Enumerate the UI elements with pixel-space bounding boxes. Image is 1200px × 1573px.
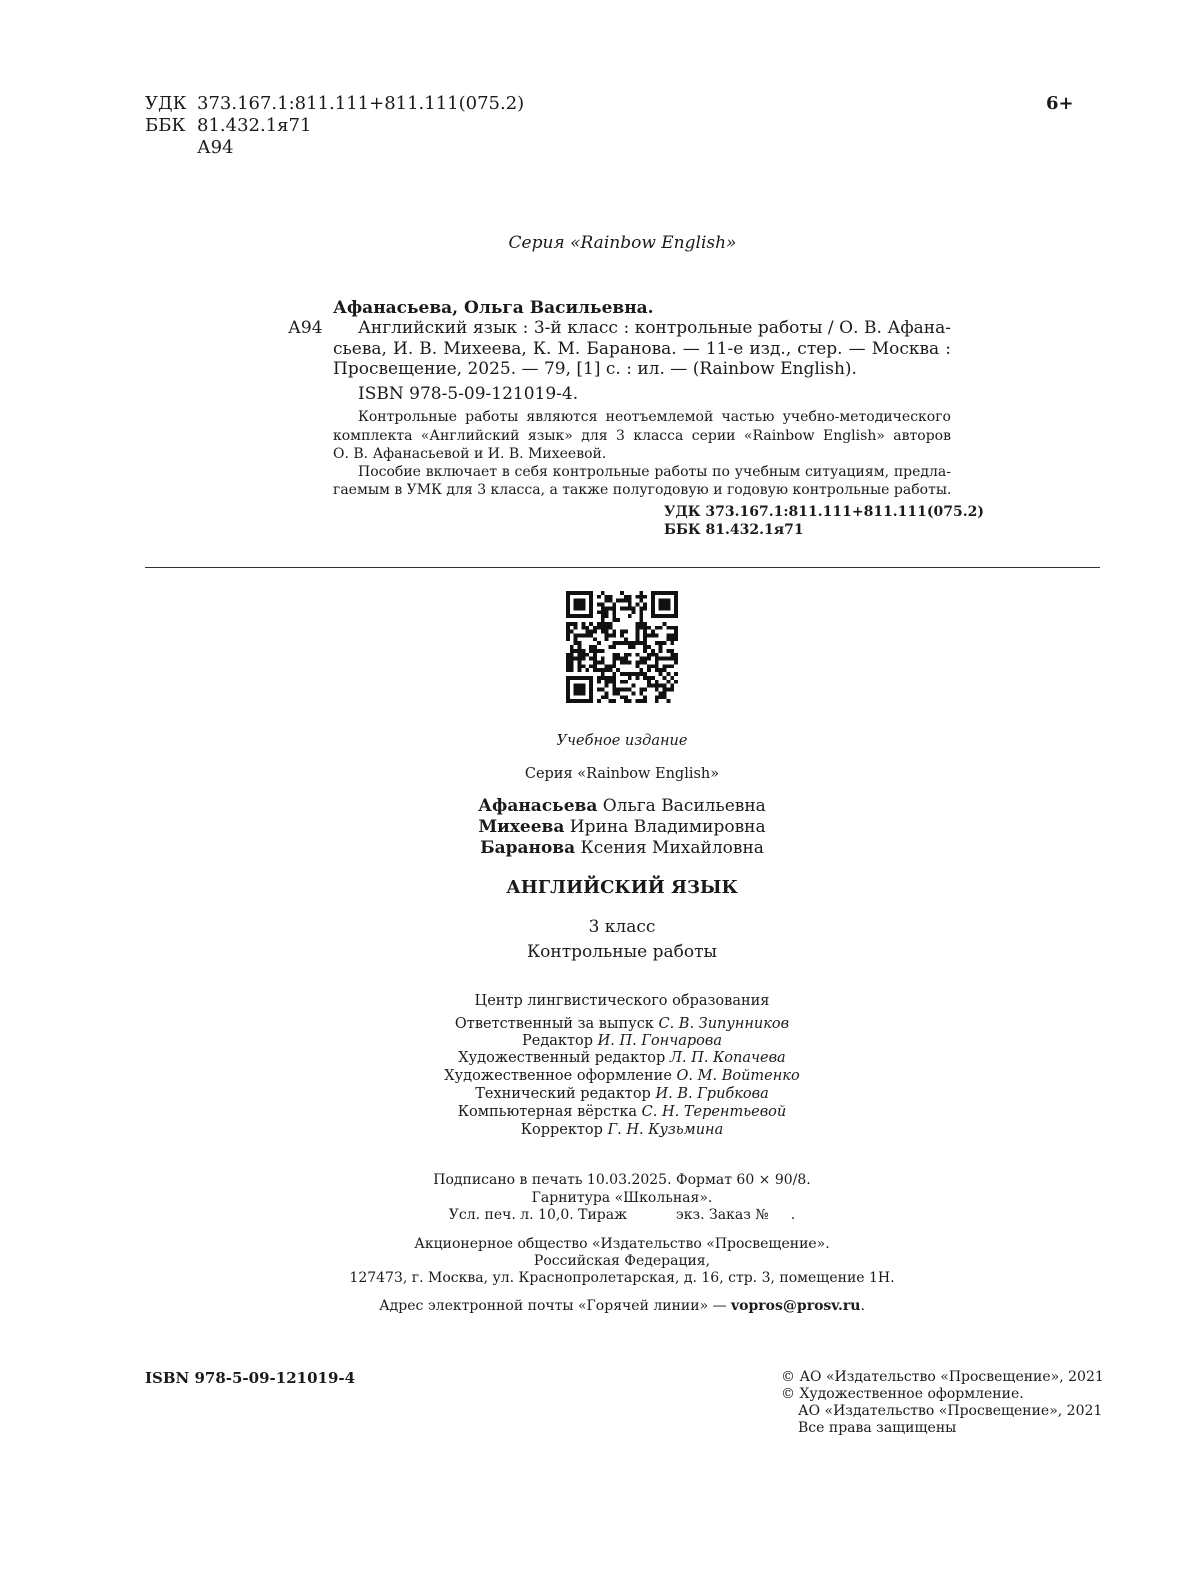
staff-person: С. Н. Терентьевой bbox=[641, 1104, 787, 1120]
card-author-heading: Афанасьева, Ольга Васильевна. bbox=[333, 298, 654, 318]
author-line bbox=[420, 838, 824, 858]
card-isbn: ISBN 978-5-09-121019-4. bbox=[358, 384, 579, 404]
card-desc-line: сьева, И. В. Михеева, К. М. Баранова. — 11-е изд., стер. — Москва : bbox=[333, 339, 951, 359]
staff-line bbox=[370, 1122, 874, 1139]
email-prefix: Адрес электронной почты «Горячей линии» — bbox=[379, 1298, 727, 1314]
staff-line bbox=[370, 1033, 874, 1050]
author-name: Ксения Михайловна bbox=[580, 838, 764, 858]
staff-line bbox=[370, 1016, 874, 1033]
staff-person: О. М. Войтенко bbox=[676, 1068, 800, 1084]
udk-label: УДК bbox=[145, 93, 187, 114]
staff-role: Корректор bbox=[520, 1122, 603, 1138]
card-annotation-line: О. В. Афанасьевой и И. В. Михеевой. bbox=[333, 446, 607, 462]
staff-person: С. В. Зипунников bbox=[658, 1016, 790, 1032]
print-line: Гарнитура «Школьная». bbox=[531, 1190, 713, 1206]
age-rating: 6+ bbox=[1046, 93, 1074, 114]
author-surname: Михеева bbox=[478, 817, 565, 837]
udk-value: 373.167.1:811.111+811.111(075.2) bbox=[197, 93, 525, 114]
card-annotation-line: комплекта «Английский язык» для 3 класса серии «Rainbow English» авторов bbox=[333, 428, 951, 444]
qr-code bbox=[566, 591, 678, 703]
card-annotation-line: гаемым в УМК для 3 класса, а также полугодовую и годовую контрольные работы. bbox=[333, 482, 952, 498]
author-name: Ольга Васильевна bbox=[602, 796, 766, 816]
bbk-label: ББК bbox=[145, 115, 186, 136]
staff-line bbox=[370, 1050, 874, 1067]
author-surname: Афанасьева bbox=[478, 796, 598, 816]
copyright-line: АО «Издательство «Просвещение», 2021 bbox=[798, 1403, 1103, 1419]
copyright-line: © АО «Издательство «Просвещение», 2021 bbox=[781, 1369, 1104, 1385]
staff-line bbox=[370, 1104, 874, 1121]
footer-isbn: ISBN 978-5-09-121019-4 bbox=[145, 1369, 356, 1387]
staff-role: Ответственный за выпуск bbox=[454, 1016, 654, 1032]
staff-person: Л. П. Копачева bbox=[669, 1050, 786, 1066]
copyright-line: Все права защищены bbox=[798, 1420, 957, 1436]
publisher-line: 127473, г. Москва, ул. Краснопролетарская, д. 16, стр. 3, помещение 1Н. bbox=[349, 1270, 895, 1286]
email-suffix: . bbox=[860, 1298, 865, 1314]
author-line bbox=[420, 817, 824, 837]
author-line bbox=[420, 796, 824, 816]
print-line: Усл. печ. л. 10,0. Тираж экз. Заказ № . bbox=[448, 1207, 796, 1223]
staff-role: Художественный редактор bbox=[458, 1050, 666, 1066]
card-annotation-line: Контрольные работы являются неотъемлемой частью учебно-методического bbox=[358, 409, 951, 425]
staff-person: И. П. Гончарова bbox=[597, 1033, 722, 1049]
staff-person: И. В. Грибкова bbox=[655, 1086, 769, 1102]
copyright-line: © Художественное оформление. bbox=[781, 1386, 1024, 1402]
imprint-series: Серия «Rainbow English» bbox=[524, 766, 720, 782]
author-surname: Баранова bbox=[480, 838, 576, 858]
card-desc-line: Просвещение, 2025. — 79, [1] с. : ил. — (Rainbow English). bbox=[333, 359, 857, 379]
author-mark: А94 bbox=[197, 137, 234, 158]
author-name: Ирина Владимировна bbox=[569, 817, 766, 837]
staff-line bbox=[370, 1086, 874, 1103]
card-annotation-line: Пособие включает в себя контрольные работы по учебным ситуациям, предла- bbox=[358, 464, 951, 480]
series-line: Серия «Rainbow English» bbox=[508, 233, 737, 253]
publisher-line: Акционерное общество «Издательство «Просвещение». bbox=[414, 1236, 830, 1252]
publisher-line: Российская Федерация, bbox=[533, 1253, 711, 1269]
card-bbk: ББК 81.432.1я71 bbox=[664, 522, 804, 538]
card-udk: УДК 373.167.1:811.111+811.111(075.2) bbox=[664, 504, 984, 520]
book-title: АНГЛИЙСКИЙ ЯЗЫК bbox=[506, 877, 738, 898]
staff-role: Художественное оформление bbox=[444, 1068, 672, 1084]
staff-role: Редактор bbox=[522, 1033, 594, 1049]
staff-line bbox=[370, 1068, 874, 1085]
email-line bbox=[320, 1298, 924, 1315]
print-line: Подписано в печать 10.03.2025. Формат 60 × 90/8. bbox=[433, 1172, 811, 1188]
card-desc-line: Английский язык : 3-й класс : контрольные работы / О. В. Афана- bbox=[358, 318, 951, 338]
subtitle: Контрольные работы bbox=[526, 942, 718, 962]
separator-rule bbox=[145, 567, 1100, 568]
card-mark: А94 bbox=[288, 318, 323, 338]
staff-role: Компьютерная вёрстка bbox=[457, 1104, 638, 1120]
email-address: vopros@prosv.ru bbox=[731, 1298, 861, 1314]
center-name: Центр лингвистического образования bbox=[474, 993, 770, 1009]
staff-role: Технический редактор bbox=[475, 1086, 651, 1102]
bbk-value: 81.432.1я71 bbox=[197, 115, 312, 136]
grade: 3 класс bbox=[588, 917, 656, 937]
edition-type: Учебное издание bbox=[556, 733, 688, 749]
staff-person: Г. Н. Кузьмина bbox=[607, 1122, 724, 1138]
